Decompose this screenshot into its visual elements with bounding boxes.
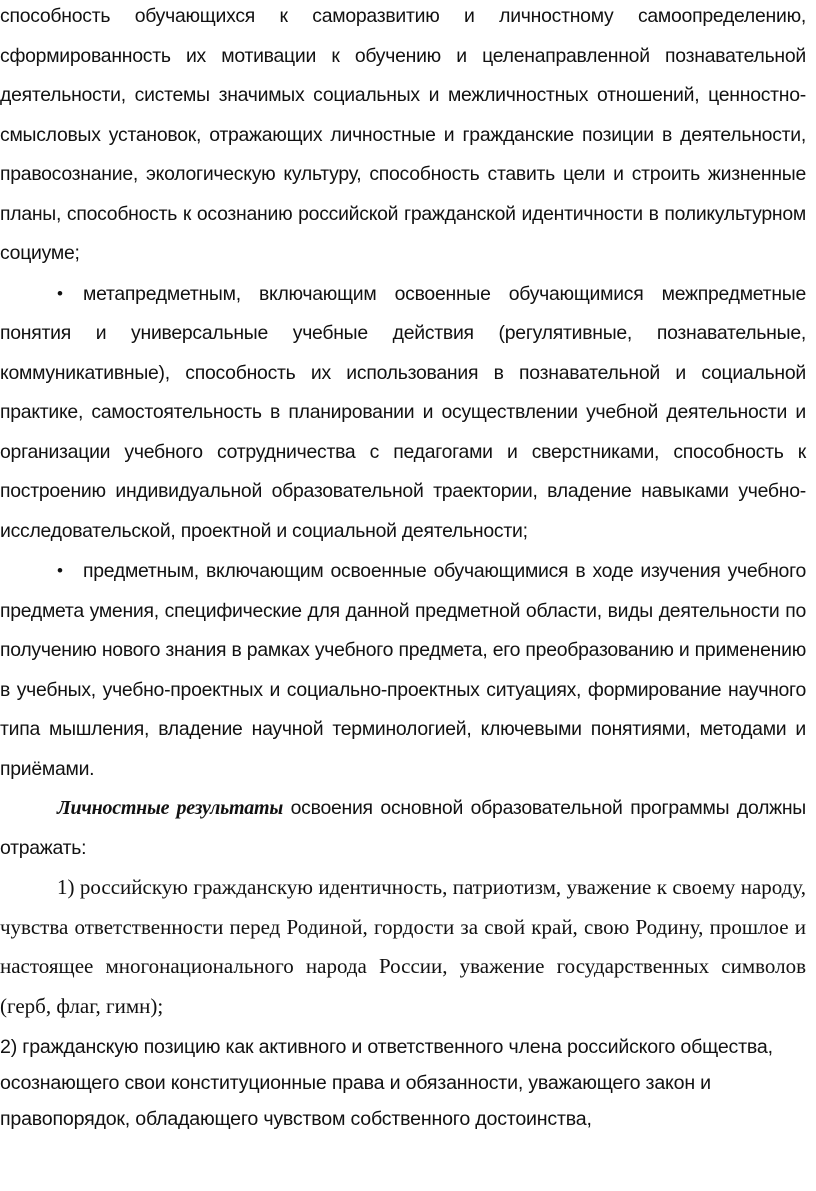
- bullet-text: метапредметным, включающим освоенные обучающимися межпредметные понятия и универсальные учебные действия (регулятивные, познавательные, коммуникативные), способность их использования в познавательной и социальной практике, самостоятельность в планировании и осуществлении учебной деятельности и организации учебного сотрудничества с педагогами и сверстниками, способность к построению индивидуальной образовательной траектории, владение навыками учебно-исследовательской, проектной и социальной деятельности;: [0, 282, 806, 542]
- list-item-1: [0, 868, 806, 1026]
- bullet-subject: [0, 551, 806, 789]
- bullet-icon: •: [57, 283, 63, 303]
- bullet-metasubject: [0, 274, 806, 552]
- bullet-text: предметным, включающим освоенные обучающимися в ходе изучения учебного предмета умения, специфические для данной предметной области, виды деятельности по получению нового знания в рамках учебного предмета, его преобразованию и применению в учебных, учебно-проектных и социально-проектных ситуациях, формирование научного типа мышления, владение научной терминологией, ключевыми понятиями, методами и приёмами.: [0, 560, 806, 780]
- paragraph-personal-results: [0, 789, 806, 868]
- list-item-text: российскую гражданскую идентичность, патриотизм, уважение к своему народу, чувства ответственности перед Родиной, гордости за свой край, свою Родину, прошлое и настоящее многонационального народа России, уважение государственных символов (герб, флаг, гимн);: [0, 875, 806, 1018]
- paragraph-text: освоения основной образовательной программы должны отражать:: [0, 797, 806, 859]
- bullet-icon: •: [57, 561, 63, 580]
- list-item-text: 2) гражданскую позицию как активного и ответственного члена российского общества, осознающего свои конституционные права и обязанности, уважающего закон и правопорядок, обладающего чувством собственного достоинства,: [0, 1036, 773, 1130]
- list-item-number: 1): [57, 875, 80, 899]
- paragraph-personal-abilities: [0, 0, 806, 274]
- paragraph-text: способность обучающихся к саморазвитию и личностному самоопределению, сформированность их мотивации к обучению и целенаправленной познавательной деятельности, системы значимых социальных и межличностных отношений, ценностно-смысловых установок, отражающих личностные и гражданские позиции в деятельности, правосознание, экологическую культуру, способность ставить цели и строить жизненные планы, способность к осознанию российской гражданской идентичности в поликультурном социуме;: [0, 5, 806, 264]
- list-item-2: [0, 1029, 806, 1137]
- section-heading: Личностные результаты: [57, 797, 283, 819]
